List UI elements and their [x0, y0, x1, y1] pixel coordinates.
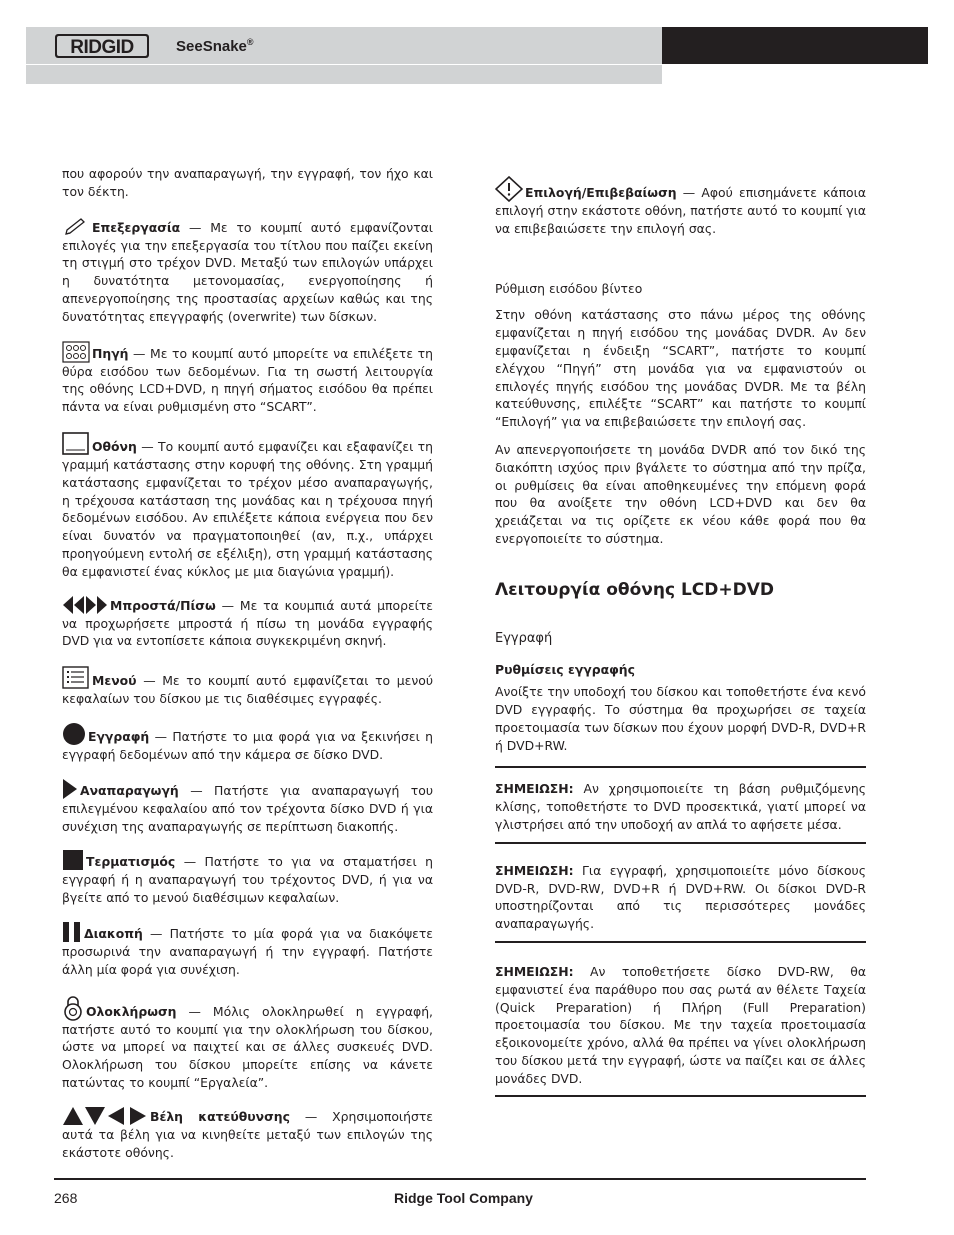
arrows-icon: [62, 1106, 148, 1126]
play-icon: [62, 778, 78, 800]
item-stop: Τερματισμός — Πατήστε το για να σταματήσει η εγγραφή ή η αναπαραγωγή του τρέχοντος DVD, ή για να βγείτε από το μενού διαθέσιμων κεφαλαίων.: [62, 849, 433, 907]
recording-settings-heading: Ρυθμίσεις εγγραφής: [495, 662, 635, 678]
pencil-icon: [62, 217, 90, 237]
stop-icon: [62, 849, 84, 871]
select-icon: [495, 176, 523, 202]
right-column: [495, 176, 866, 1097]
source-icon: [62, 341, 90, 363]
item-menu: Μενού — Με το κουμπί αυτό εμφανίζεται το μενού κεφαλαίων του δίσκου με τις διαθέσιμες εγγραφές.: [62, 666, 433, 708]
video-input-paragraph-2: Αν απενεργοποιήσετε τη μονάδα DVDR από τον δικό της διακόπτη ισχύος πριν βγάλετε το σύστημα από την πρίζα, οι ρυθμίσεις θα είναι αποθηκευμένες την επόμενη φορά που θα ανοίξετε την οθόνη LCD+DVD και δεν θα χρειάζεται να τις ορίζετε εκ νέου κάθε φορά που θα ενεργοποιείτε το σύστημα.: [495, 441, 866, 546]
item-edit: Επεξεργασία — Με το κουμπί αυτό εμφανίζονται επιλογές για την επεξεργασία του τίτλου που παίζει εκείνη τη στιγμή στο τρέχον DVD. Μεταξύ των επιλογών υπάρχει η δυνατότητα μετονομασίας, ενεργοποίησης ή απενεργοποίησης της προστασίας αρχείων καθώς και της δυνατότητας επεγγραφής (overwrite) των δίσκων.: [62, 217, 433, 326]
item-record: Εγγραφή — Πατήστε το μια φορά για να ξεκινήσει η εγγραφή δεδομένων από την κάμερα σε δίσκο DVD.: [62, 722, 433, 764]
item-finalize: Ολοκλήρωση — Μόλις ολοκληρωθεί η εγγραφή, πατήστε αυτό το κουμπί για την ολοκλήρωση του δίσκου, ώστε να μπορεί να παιχτεί και σε άλλες συσκευές DVD. Ολοκλήρωση του δίσκου μπορείτε επίσης να κάνετε πατώντας το κουμπί “Εργαλεία”.: [62, 995, 433, 1092]
recording-heading: Εγγραφή: [495, 630, 553, 646]
pause-icon: [62, 921, 82, 943]
item-source: Πηγή — Με το κουμπί αυτό μπορείτε να επιλέξετε τη θύρα εισόδου των δεδομένων. Για τη σωστή λειτουργία της οθόνης LCD+DVD, η πηγή σήματος εισόδου θα πρέπει πάντα να είναι ρυθμισμένη στο “SCART”.: [62, 341, 433, 416]
left-column: [62, 165, 433, 1161]
company-name: Ridge Tool Company: [394, 1190, 533, 1206]
intro-text: που αφορούν την αναπαραγωγή, την εγγραφή, τον ήχο και τον δέκτη.: [62, 166, 433, 199]
item-select: Επιλογή/Επιβεβαίωση — Αφού επισημάνετε κάποια επιλογή στην εκάστοτε οθόνη, πατήστε αυτό το κουμπί για να επιβεβαιώσετε την επιλογή σας.: [495, 176, 866, 238]
ridgid-logo: [54, 31, 150, 61]
note-divider: [495, 766, 866, 768]
recording-settings-paragraph: Ανοίξτε την υποδοχή του δίσκου και τοποθετήστε ένα κενό DVD εγγραφής. Το σύστημα θα προχωρήσει σε ταχεία προετοιμασία των δίσκων που έχουν μορφή DVD-R, DVD+R ή DVD+RW.: [495, 684, 866, 753]
header-divider: [26, 64, 928, 65]
video-input-heading: Ρύθμιση εισόδου βίντεο: [495, 280, 643, 296]
section-title: Λειτουργία οθόνης LCD+DVD: [495, 579, 774, 600]
header-dark-block: [662, 27, 928, 65]
footer-divider: [54, 1178, 866, 1180]
item-rewind-forward: Μπροστά/Πίσω — Με τα κουμπιά αυτά μπορείτε να προχωρήσετε μπροστά ή πίσω τη μονάδα εγγραφής DVD για να εντοπίσετε κάποια συγκεκριμένη σκηνή.: [62, 595, 433, 651]
note-1: ΣΗΜΕΙΩΣΗ: Αν χρησιμοποιείτε τη βάση ρυθμιζόμενης κλίσης, τοποθετήστε το DVD προσεκτικά, γιατί μπορεί να γλιστρήσει από την υποδοχή αν απλά το αφήσετε μέσα.: [495, 780, 866, 843]
video-input-paragraph-1: Στην οθόνη κατάστασης στο πάνω μέρος της οθόνης εμφανίζεται η πηγή εισόδου της μονάδας DVDR. Αν δεν εμφανίζεται η ένδειξη “SCART”, πατήστε το κουμπί ελέγχου “Πηγή” στη μονάδα για να εμφανιστούν οι επιλογές πηγής εισόδου της μονάδας DVDR. Με τα βέλη κατεύθυνσης, επιλέξτε “SCART” και πατήστε το κουμπί “Επιλογή” για να επιβεβαιώσετε την επιλογή σας.: [495, 307, 866, 430]
screen-icon: [62, 432, 90, 456]
lock-icon: [62, 995, 84, 1021]
rewind-forward-icon: [62, 595, 108, 615]
record-icon: [62, 722, 86, 746]
menu-icon: [62, 666, 90, 690]
item-pause: Διακοπή — Πατήστε το μία φορά για να διακόψετε προσωρινά την αναπαραγωγή ή την εγγραφή. Πατήστε άλλη μία φορά για συνέχιση.: [62, 921, 433, 979]
product-name: SeeSnake®: [176, 37, 254, 55]
item-arrows: Βέλη κατεύθυνσης — Χρησιμοποιήστε αυτά τα βέλη για να κινηθείτε μεταξύ των επιλογών της εκάστοτε οθόνης.: [62, 1106, 433, 1162]
item-play: Αναπαραγωγή — Πατήστε για αναπαραγωγή του επιλεγμένου κεφαλαίου από τον τρέχοντα δίσκο DVD ή για συνέχιση της αναπαραγωγής σε περίπτωση διακοπής.: [62, 778, 433, 836]
note-3: ΣΗΜΕΙΩΣΗ: Αν τοποθετήσετε δίσκο DVD-RW, θα εμφανιστεί ένα παράθυρο που σας ρωτά αν θέλετε Ταχεία (Quick Preparation) ή Πλήρη (Full Preparation) προετοιμασία του δίσκου. Με την ταχεία προετοιμασία εξοικονομείτε χρόνο, αλλά θα πρέπει να γίνει ολοκλήρωση του δίσκου μετά την εγγραφή, ώστε να παίζει και σε άλλες μονάδες DVD.: [495, 963, 866, 1098]
brand-text: RIDGID: [70, 37, 134, 58]
item-screen: Οθόνη — Το κουμπί αυτό εμφανίζει και εξαφανίζει τη γραμμή κατάστασης στην κορυφή της οθόνης. Στη γραμμή κατάστασης εμφανίζεται το τρέχον μέσο αναπαραγωγής, η τρέχουσα κατάσταση της μονάδας και η τρέχουσα πηγή δεδομένων εισόδου. Αν επιλέξετε κάποια ενέργεια που δεν είναι δυνατόν να πραγματοποιηθεί (αν, π.χ., υπάρχει προηγούμενη εντολή σε εξέλιξη), στη γραμμή κατάστασης θα εμφανιστεί ένας κύκλος με μια διαγώνια γραμμή).: [62, 432, 433, 581]
page-number: 268: [54, 1190, 78, 1206]
note-2: ΣΗΜΕΙΩΣΗ: Για εγγραφή, χρησιμοποιείτε μόνο δίσκους DVD-R, DVD-RW, DVD+R ή DVD+RW. Οι δίσκοι DVD-R υποστηρίζονται από τις περισσότερες μονάδες αναπαραγωγής.: [495, 862, 866, 943]
